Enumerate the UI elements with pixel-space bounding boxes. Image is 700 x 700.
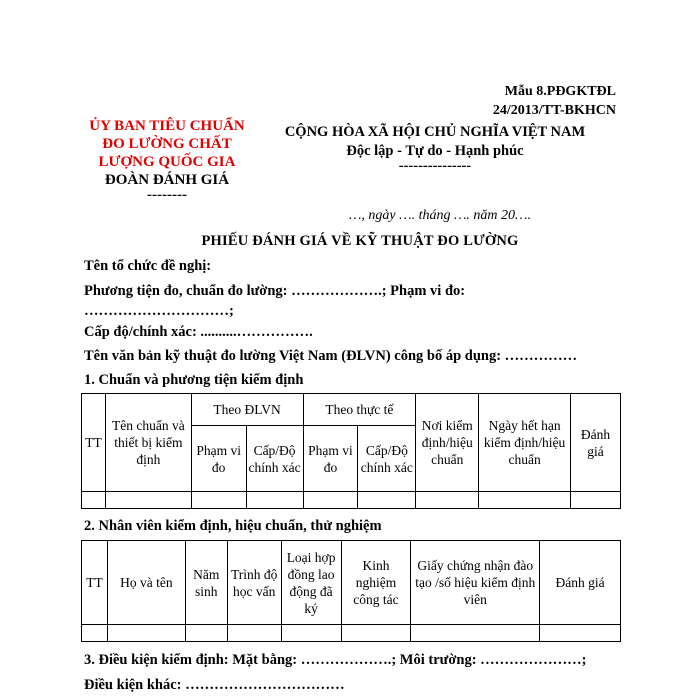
field-organization: Tên tổ chức đề nghị:: [84, 258, 212, 274]
cell: [479, 492, 571, 509]
assessment-team: ĐOÀN ĐÁNH GIÁ: [104, 172, 230, 188]
section-3-line-2: Điều kiện khác: ……………………………: [84, 677, 345, 693]
col-birth-year: Năm sinh: [185, 541, 227, 625]
col-certificate: Giấy chứng nhận đào tạo /số hiệu kiểm định viên: [411, 541, 540, 625]
col-standard-name: Tên chuẩn và thiết bị kiểm định: [105, 394, 191, 492]
equipment-table: [81, 393, 621, 509]
col-evaluation: Đánh giá: [540, 541, 621, 625]
section-3-line-1: 3. Điều kiện kiểm định: Mặt bằng: ……………….; Môi trường: …………………;: [84, 652, 587, 668]
field-instrument: Phương tiện đo, chuẩn đo lường: ……………….; Phạm vi đo:: [84, 283, 466, 299]
cell: [191, 492, 246, 509]
group-dlvn: Theo ĐLVN: [191, 394, 303, 426]
col-contract-type: Loại hợp đồng lao động đã ký: [281, 541, 341, 625]
document-title: PHIẾU ĐÁNH GIÁ VỀ KỸ THUẬT ĐO LƯỜNG: [201, 233, 519, 249]
agency-line-2: ĐO LƯỜNG CHẤT: [102, 136, 232, 152]
cell: [82, 625, 108, 642]
col-accuracy-dlvn: Cấp/Độ chính xác: [246, 426, 303, 492]
cell: [105, 492, 191, 509]
cell: [416, 492, 479, 509]
col-range-actual: Phạm vi đo: [303, 426, 358, 492]
col-full-name: Họ và tên: [107, 541, 185, 625]
form-code: Mẫu 8.PĐGKTĐL: [504, 84, 616, 99]
cell: [358, 492, 416, 509]
team-rule: --------: [147, 187, 187, 203]
group-actual: Theo thực tế: [303, 394, 416, 426]
col-accuracy-actual: Cấp/Độ chính xác: [358, 426, 416, 492]
cell: [303, 492, 358, 509]
field-instrument-cont: …………………………;: [84, 303, 234, 319]
motto-rule: ---------------: [398, 158, 472, 174]
circular-code: 24/2013/TT-BKHCN: [492, 103, 616, 118]
col-expiry-date: Ngày hết hạn kiểm định/hiệu chuẩn: [479, 394, 571, 492]
agency-line-1: ỦY BAN TIÊU CHUẨN: [89, 118, 245, 134]
col-tt: TT: [82, 394, 106, 492]
col-education: Trình độ học vấn: [227, 541, 281, 625]
field-standard-document: Tên văn bản kỹ thuật đo lường Việt Nam (ĐLVN) công bố áp dụng: ……………: [84, 348, 578, 364]
col-calibration-place: Nơi kiểm định/hiệu chuẩn: [416, 394, 479, 492]
cell: [227, 625, 281, 642]
cell: [540, 625, 621, 642]
motto: Độc lập - Tự do - Hạnh phúc: [346, 143, 524, 159]
table-row: [82, 492, 621, 509]
republic-name: CỘNG HÒA XÃ HỘI CHỦ NGHĨA VIỆT NAM: [284, 124, 586, 140]
table-row: [82, 625, 621, 642]
date-line: …, ngày …. tháng …. năm 20….: [348, 208, 531, 223]
cell: [341, 625, 411, 642]
staff-table: [81, 540, 621, 642]
col-experience: Kinh nghiệm công tác: [341, 541, 411, 625]
cell: [281, 625, 341, 642]
cell: [571, 492, 621, 509]
field-accuracy: Cấp độ/chính xác: ..........…………….: [84, 324, 313, 340]
cell: [411, 625, 540, 642]
cell: [82, 492, 106, 509]
agency-line-3: LƯỢNG QUỐC GIA: [98, 154, 236, 170]
cell: [185, 625, 227, 642]
col-evaluation: Đánh giá: [571, 394, 621, 492]
form-number: [486, 82, 616, 120]
col-tt: TT: [82, 541, 108, 625]
section-1-heading: 1. Chuẩn và phương tiện kiểm định: [84, 372, 304, 388]
issuing-agency: [84, 117, 250, 201]
col-range-dlvn: Phạm vi đo: [191, 426, 246, 492]
section-2-heading: 2. Nhân viên kiểm định, hiệu chuẩn, thử nghiệm: [84, 518, 382, 534]
cell: [107, 625, 185, 642]
cell: [246, 492, 303, 509]
national-header: [282, 123, 588, 174]
